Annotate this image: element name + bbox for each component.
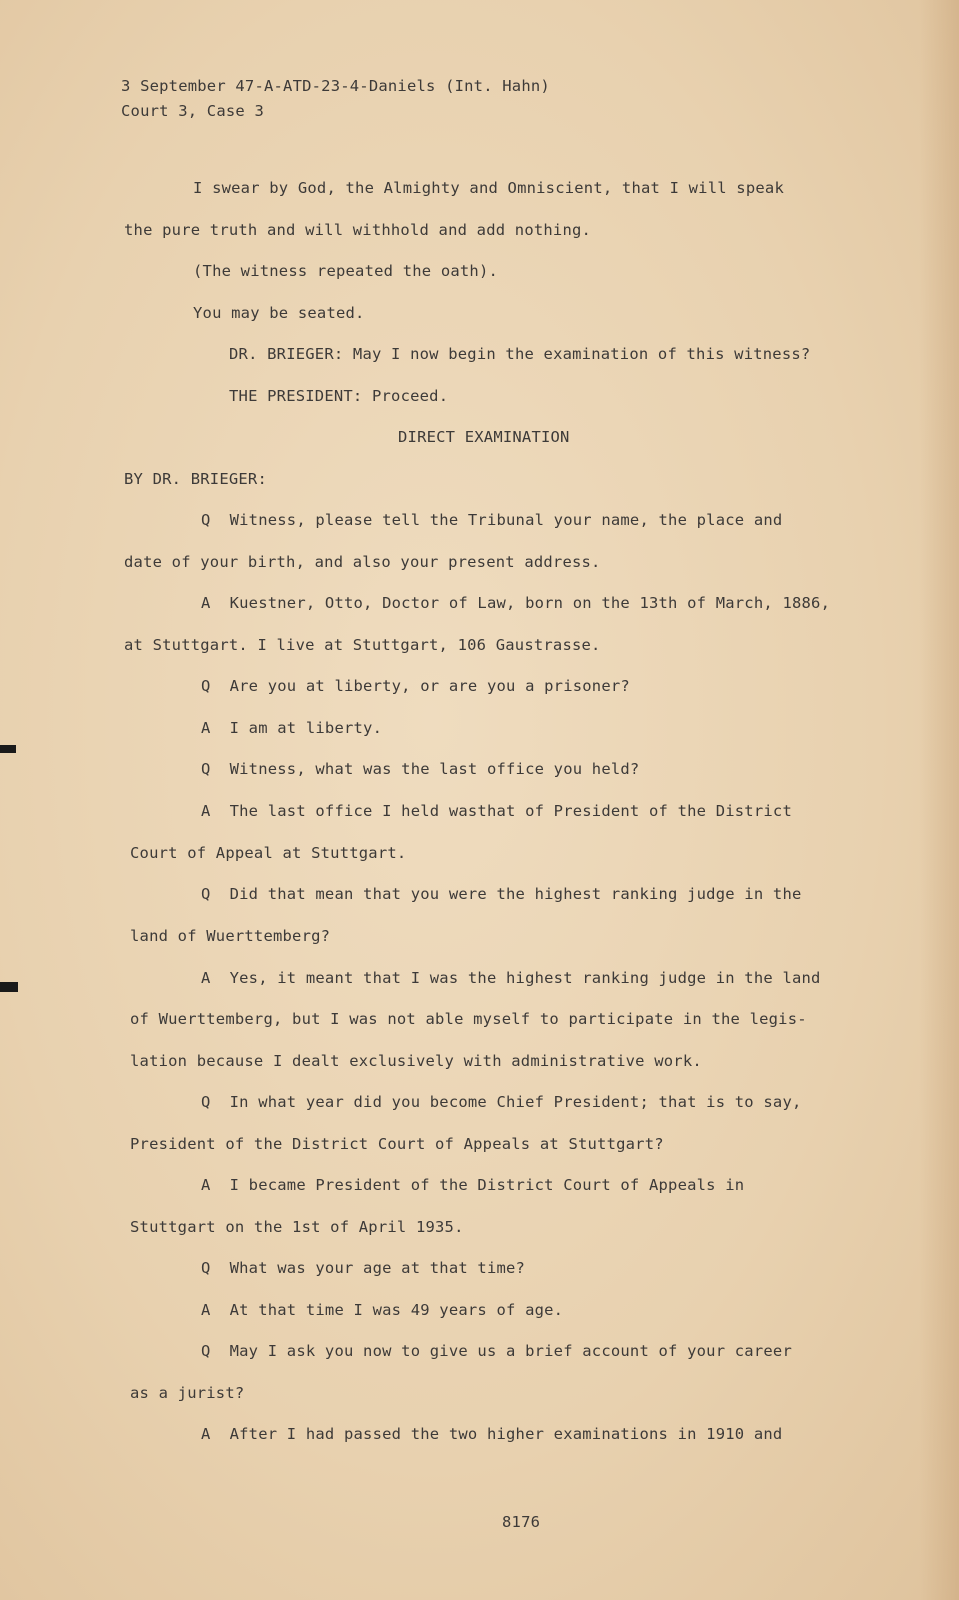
header-line-1: 3 September 47-A-ATD-23-4-Daniels (Int. Hahn) [121,77,550,95]
transcript-line: as a jurist? [130,1384,245,1402]
oath-line-2: the pure truth and will withhold and add nothing. [124,221,592,239]
transcript-line: lation because I dealt exclusively with administrative work. [130,1052,702,1070]
transcript-line: Q Are you at liberty, or are you a prisoner? [201,677,630,695]
paper-edge-shadow [919,0,959,1600]
seated-line: You may be seated. [193,304,365,322]
oath-note: (The witness repeated the oath). [193,262,499,280]
header-line-2: Court 3, Case 3 [121,102,264,120]
transcript-line: Q May I ask you now to give us a brief account of your career [201,1342,792,1360]
transcript-line: Q What was your age at that time? [201,1259,526,1277]
oath-line-1: I swear by God, the Almighty and Omniscient, that I will speak [193,179,784,197]
transcript-line: land of Wuerttemberg? [130,927,331,945]
president-proceed: THE PRESIDENT: Proceed. [229,387,449,405]
transcript-line: A After I had passed the two higher examinations in 1910 and [201,1425,783,1443]
transcript-line: at Stuttgart. I live at Stuttgart, 106 Gaustrasse. [124,636,601,654]
transcript-line: Stuttgart on the 1st of April 1935. [130,1218,464,1236]
transcript-line: Q Did that mean that you were the highest ranking judge in the [201,885,802,903]
transcript-line: Q Witness, please tell the Tribunal your name, the place and [201,511,783,529]
section-heading: DIRECT EXAMINATION [398,428,570,446]
transcript-line: Q In what year did you become Chief President; that is to say, [201,1093,802,1111]
binding-mark [0,745,16,753]
transcript-line: A I am at liberty. [201,719,383,737]
transcript-line: A Yes, it meant that I was the highest ranking judge in the land [201,969,821,987]
examiner-label: BY DR. BRIEGER: [124,470,267,488]
transcript-line: Q Witness, what was the last office you held? [201,760,640,778]
binding-mark [0,982,18,992]
transcript-line: of Wuerttemberg, but I was not able myself to participate in the legis- [130,1010,807,1028]
transcript-line: A The last office I held wasthat of President of the District [201,802,792,820]
transcript-line: A I became President of the District Court of Appeals in [201,1176,745,1194]
transcript-line: A At that time I was 49 years of age. [201,1301,564,1319]
transcript-line: Court of Appeal at Stuttgart. [130,844,407,862]
brieger-request: DR. BRIEGER: May I now begin the examination of this witness? [229,345,811,363]
transcript-line: A Kuestner, Otto, Doctor of Law, born on the 13th of March, 1886, [201,594,831,612]
transcript-line: President of the District Court of Appeals at Stuttgart? [130,1135,664,1153]
transcript-line: date of your birth, and also your present address. [124,553,601,571]
page-number: 8176 [502,1513,541,1531]
